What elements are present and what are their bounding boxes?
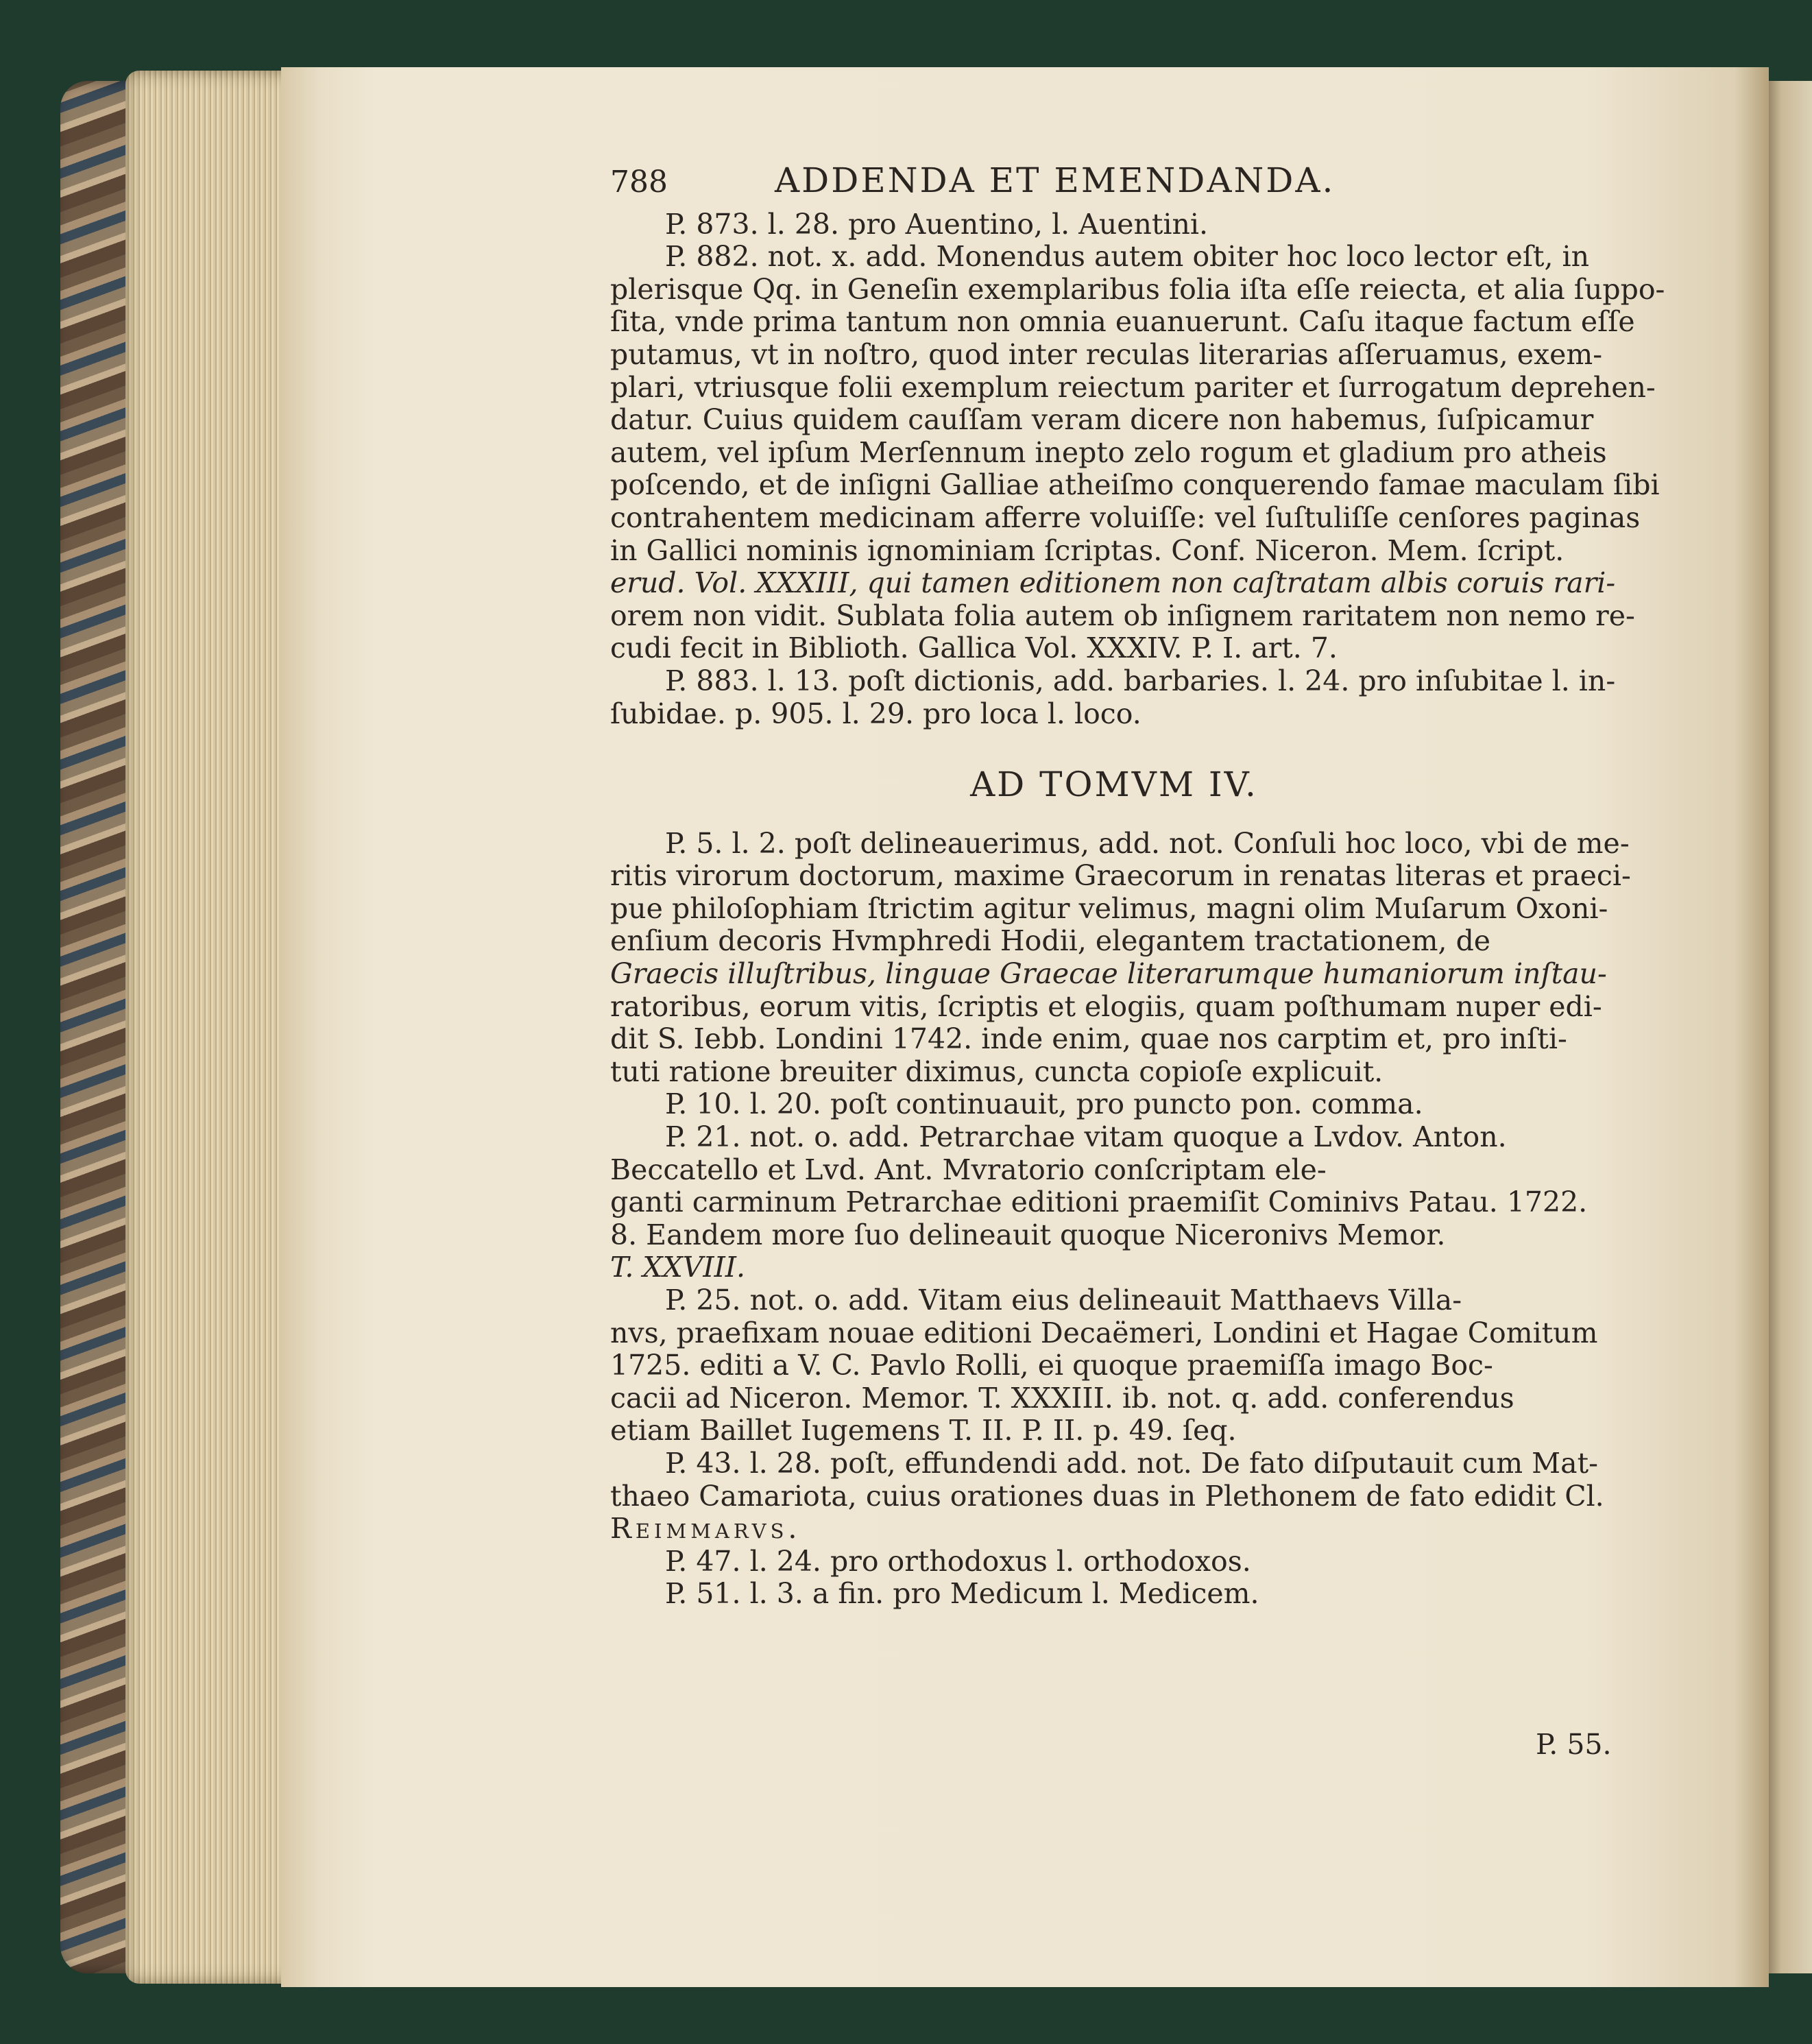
text-line: nvs, praefixam nouae editioni Decaëmeri, Londini et Hagae Comitum — [610, 1316, 1598, 1349]
errata-block-2 — [610, 826, 1631, 1611]
text-line: cudi fecit in Biblioth. Gallica Vol. XXXIV. P. I. art. 7. — [610, 632, 1338, 665]
text-line: erud. Vol. XXXIII, qui tamen editionem non caſtratam albis coruis rari- — [610, 566, 1616, 600]
text-line: ſubidae. p. 905. l. 29. pro loca l. loco. — [610, 697, 1141, 730]
page-text — [610, 160, 1665, 1611]
running-head — [610, 160, 1618, 200]
text-line: Graecis illuſtribus, linguae Graecae literarumque humaniorum inſtau- — [610, 957, 1607, 991]
text-line: ganti carminum Petrarchae editioni praemiſit Cominivs Patau. 1722. — [610, 1186, 1588, 1219]
text-line: thaeo Camariota, cuius orationes duas in Plethonem de fato edidit Cl. — [610, 1479, 1604, 1513]
text-line: P. 883. l. 13. poſt dictionis, add. barbaries. l. 24. pro inſubitae l. in- — [665, 664, 1616, 697]
text-line: Beccatello et Lvd. Ant. Mvratorio conſcriptam ele- — [610, 1153, 1327, 1186]
page-number: 788 — [610, 165, 668, 200]
text-line: tuti ratione breuiter diximus, cuncta copioſe explicuit. — [610, 1055, 1384, 1088]
text-line: ritis virorum doctorum, maxime Graecorum in renatas literas et praeci- — [610, 859, 1631, 893]
text-line: P. 5. l. 2. poſt delineauerimus, add. not. Conſuli hoc loco, vbi de me- — [665, 826, 1630, 860]
text-line: 8. Eandem more ſuo delineauit quoque Niceronivs Memor. — [610, 1218, 1446, 1251]
text-line: P. 873. l. 28. pro Auentino, l. Auentini. — [665, 207, 1209, 241]
section-heading: AD TOMVM IV. — [970, 765, 1258, 805]
text-line: enſium decoris Hvmphredi Hodii, elegantem tractationem, de — [610, 924, 1491, 958]
text-line: Reimmarvs. — [610, 1512, 801, 1546]
text-line: poſcendo, et de inſigni Galliae atheiſmo conquerendo famae maculam ſibi — [610, 468, 1660, 502]
running-title: ADDENDA ET EMENDANDA. — [775, 160, 1336, 200]
text-line: P. 21. not. o. add. Petrarchae vitam quoque a Lvdov. Anton. — [665, 1120, 1507, 1154]
text-line: etiam Baillet Iugemens T. II. P. II. p. 49. ſeq. — [610, 1414, 1237, 1447]
text-line: putamus, vt in noſtro, quod inter reculas literarias aſſeruamus, exem- — [610, 337, 1603, 371]
text-line: P. 25. not. o. add. Vitam eius delineauit Matthaevs Villa- — [665, 1284, 1462, 1316]
text-line: P. 51. l. 3. a fin. pro Medicum l. Medicem. — [665, 1577, 1259, 1611]
text-line: orem non vidit. Sublata folia autem ob inſignem raritatem non nemo re- — [610, 599, 1635, 632]
text-line: contrahentem medicinam afferre voluiſſe: vel ſuſtuliſſe cenſores paginas — [610, 501, 1641, 534]
text-line: P. 882. not. x. add. Monendus autem obiter hoc loco lector eſt, in — [665, 240, 1590, 274]
text-line: datur. Cuius quidem cauſſam veram dicere non habemus, ſuſpicamur — [610, 403, 1594, 437]
text-line: pue philoſophiam ſtrictim agitur velimus, magni olim Muſarum Oxoni- — [610, 891, 1608, 925]
text-line: P. 10. l. 20. poſt continuauit, pro puncto pon. comma. — [665, 1087, 1423, 1121]
text-line: plari, vtriusque folii exemplum reiectum pariter et ſurrogatum deprehen- — [610, 370, 1656, 404]
text-line: P. 47. l. 24. pro orthodoxus l. orthodoxos. — [665, 1544, 1251, 1578]
text-line: ſita, vnde prima tantum non omnia euanuerunt. Caſu itaque factum eſſe — [610, 305, 1635, 339]
catchword: P. 55. — [1536, 1728, 1612, 1761]
text-line: cacii ad Niceron. Memor. T. XXXIII. ib. not. q. add. conferendus — [610, 1381, 1514, 1415]
text-line: 1725. editi a V. C. Pavlo Rolli, ei quoque praemiſſa imago Boc- — [610, 1349, 1493, 1382]
text-line: plerisque Qq. in Geneſin exemplaribus folia iſta eſſe reiecta, et alia ſuppo- — [610, 272, 1665, 306]
text-line: dit S. Iebb. Londini 1742. inde enim, quae nos carptim et, pro inſti- — [610, 1022, 1567, 1056]
text-line: in Gallici nominis ignominiam ſcriptas. Conf. Niceron. Mem. ſcript. — [610, 533, 1565, 567]
text-line: autem, vel ipſum Merſennum inepto zelo rogum et gladium pro atheis — [610, 435, 1607, 469]
text-line: ratoribus, eorum vitis, ſcriptis et elogiis, quam poſthumam nuper edi- — [610, 989, 1602, 1023]
errata-block-1 — [610, 207, 1665, 731]
text-line: P. 43. l. 28. poſt, effundendi add. not. De fato diſputauit cum Mat- — [665, 1446, 1598, 1480]
text-line: T. XXVIII. — [610, 1251, 745, 1284]
